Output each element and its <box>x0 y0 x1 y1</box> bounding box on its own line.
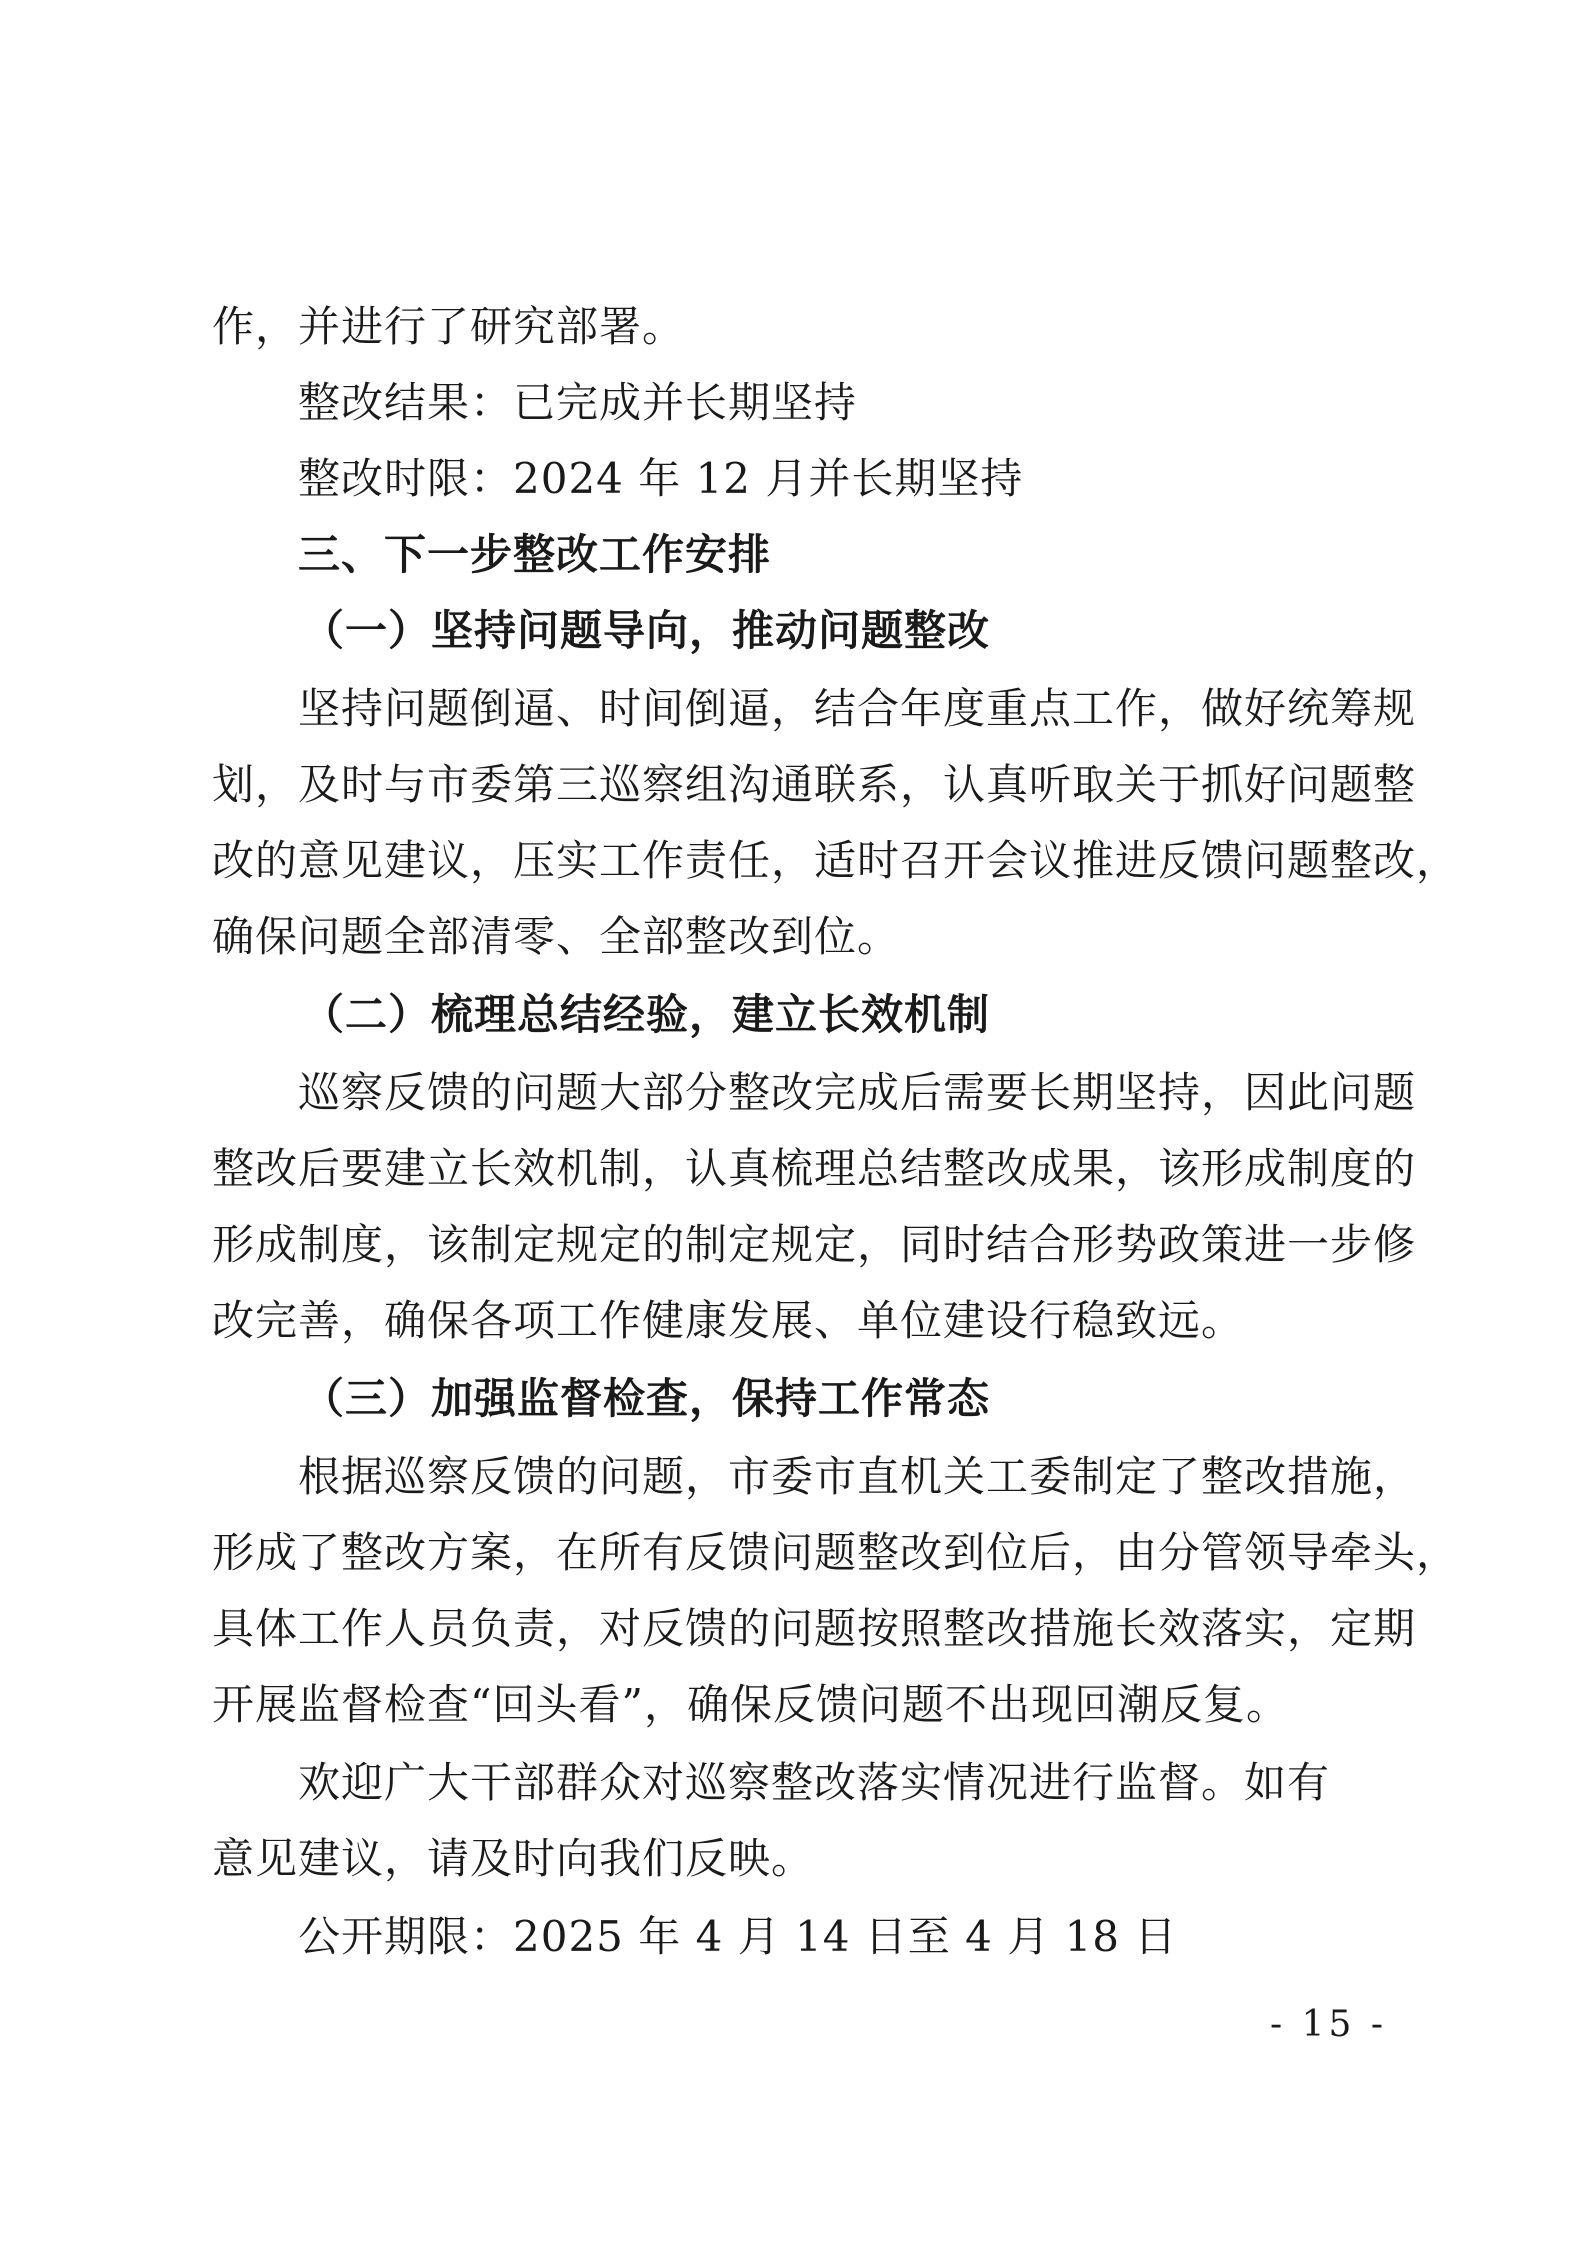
paragraph-1-line-4: 确保问题全部清零、全部整改到位。 <box>212 912 901 961</box>
paragraph-continuation-line: 作，并进行了研究部署。 <box>212 302 686 351</box>
rectification-result-line: 整改结果：已完成并长期坚持 <box>298 378 858 427</box>
paragraph-4-line-1: 欢迎广大干部群众对巡察整改落实情况进行监督。如有 <box>298 1758 1331 1807</box>
disclosure-period-line: 公开期限：2025 年 4 月 14 日至 4 月 18 日 <box>298 1912 1178 1961</box>
paragraph-2-line-2: 整改后要建立长效机制，认真梳理总结整改成果，该形成制度的 <box>212 1144 1417 1193</box>
subsection-heading-2: （二）梳理总结经验，建立长效机制 <box>302 990 991 1039</box>
paragraph-3-line-4: 开展监督检查“回头看”，确保反馈问题不出现回潮反复。 <box>212 1680 1289 1729</box>
paragraph-2-line-1: 巡察反馈的问题大部分整改完成后需要长期坚持，因此问题 <box>298 1068 1417 1117</box>
paragraph-1-line-3: 改的意见建议，压实工作责任，适时召开会议推进反馈问题整改， <box>212 836 1460 885</box>
page-number: - 15 - <box>1270 2004 1388 2045</box>
paragraph-1-line-2: 划，及时与市委第三巡察组沟通联系，认真听取关于抓好问题整 <box>212 760 1417 809</box>
paragraph-1-line-1: 坚持问题倒逼、时间倒逼，结合年度重点工作，做好统筹规 <box>298 684 1417 733</box>
subsection-heading-3: （三）加强监督检查，保持工作常态 <box>302 1374 991 1423</box>
rectification-deadline-line: 整改时限：2024 年 12 月并长期坚持 <box>298 454 1024 503</box>
paragraph-3-line-3: 具体工作人员负责，对反馈的问题按照整改措施长效落实，定期 <box>212 1604 1417 1653</box>
paragraph-2-line-4: 改完善，确保各项工作健康发展、单位建设行稳致远。 <box>212 1296 1245 1345</box>
paragraph-3-line-1: 根据巡察反馈的问题，市委市直机关工委制定了整改措施， <box>298 1452 1417 1501</box>
paragraph-4-line-2: 意见建议，请及时向我们反映。 <box>212 1834 815 1883</box>
section-heading: 三、下一步整改工作安排 <box>298 530 772 579</box>
subsection-heading-1: （一）坚持问题导向，推动问题整改 <box>302 606 991 655</box>
paragraph-3-line-2: 形成了整改方案，在所有反馈问题整改到位后，由分管领导牵头， <box>212 1528 1460 1577</box>
paragraph-2-line-3: 形成制度，该制定规定的制定规定，同时结合形势政策进一步修 <box>212 1220 1417 1269</box>
